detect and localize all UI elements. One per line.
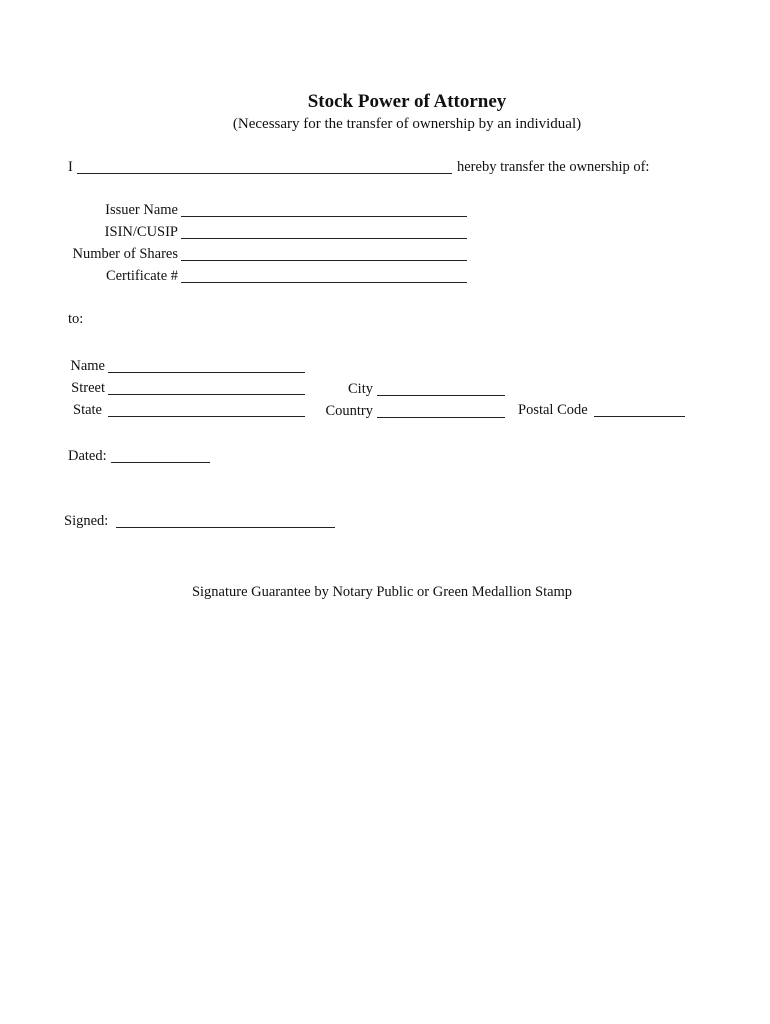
recipient-country-label: Country — [325, 403, 373, 419]
isin-cusip-label: ISIN/CUSIP — [104, 224, 178, 240]
signature-field[interactable] — [116, 527, 335, 528]
transferor-prefix: I — [68, 159, 73, 175]
signature-guarantee-note: Signature Guarantee by Notary Public or Green Medallion Stamp — [191, 584, 573, 600]
dated-field[interactable] — [111, 462, 210, 463]
recipient-name-label: Name — [70, 358, 105, 374]
to-label: to: — [68, 311, 84, 327]
isin-cusip-field[interactable] — [181, 238, 467, 239]
recipient-postal-code-label: Postal Code — [518, 402, 588, 418]
number-of-shares-label: Number of Shares — [72, 246, 178, 262]
issuer-name-field[interactable] — [181, 216, 467, 217]
signed-label: Signed: — [64, 513, 109, 529]
transferor-suffix: hereby transfer the ownership of: — [457, 159, 650, 175]
document-title: Stock Power of Attorney — [307, 91, 507, 112]
certificate-number-field[interactable] — [181, 282, 467, 283]
recipient-state-label: State — [73, 402, 102, 418]
transferor-name-field[interactable] — [77, 173, 452, 174]
recipient-postal-code-field[interactable] — [594, 416, 685, 417]
recipient-city-label: City — [348, 381, 373, 397]
issuer-name-label: Issuer Name — [105, 202, 178, 218]
recipient-street-field[interactable] — [108, 394, 305, 395]
recipient-name-field[interactable] — [108, 372, 305, 373]
recipient-city-field[interactable] — [377, 395, 505, 396]
certificate-number-label: Certificate # — [105, 268, 178, 284]
recipient-state-field[interactable] — [108, 416, 305, 417]
document-subtitle: (Necessary for the transfer of ownership by an individual) — [232, 116, 582, 132]
dated-label: Dated: — [68, 448, 107, 464]
number-of-shares-field[interactable] — [181, 260, 467, 261]
recipient-street-label: Street — [71, 380, 105, 396]
recipient-country-field[interactable] — [377, 417, 505, 418]
